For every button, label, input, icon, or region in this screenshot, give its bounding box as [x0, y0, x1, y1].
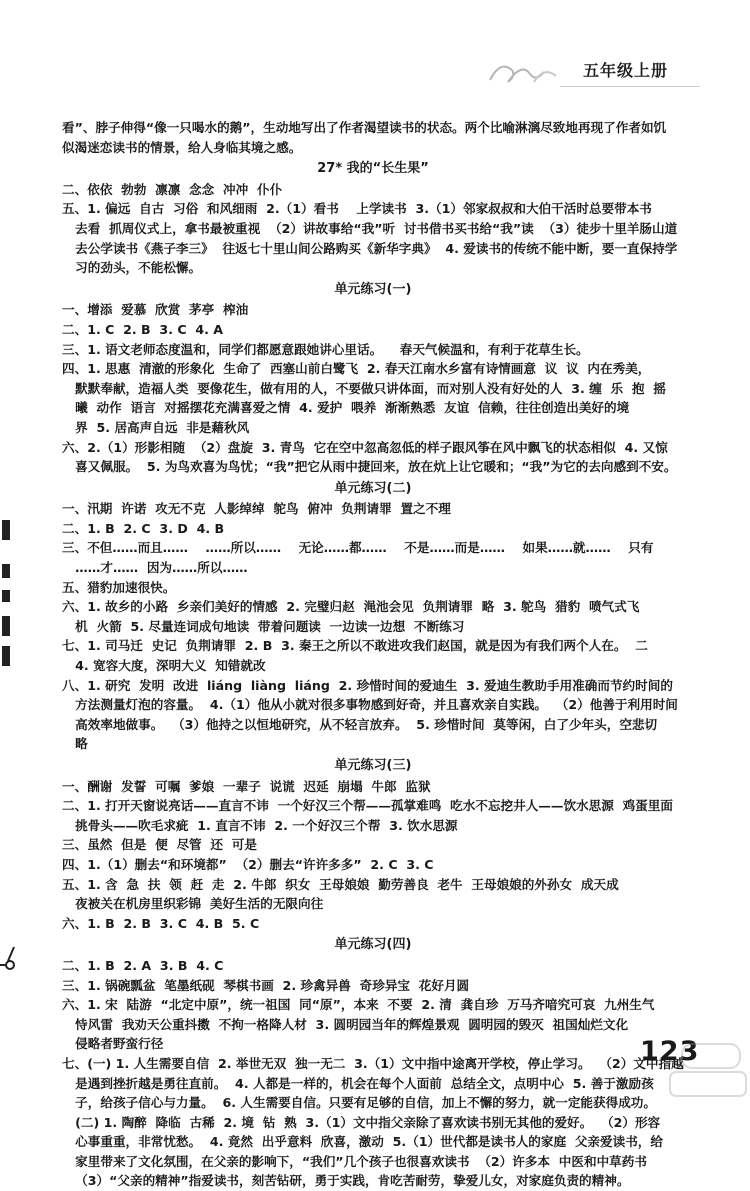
answer-line: 七、1. 司马迁 史记 负荆请罪 2. B 3. 秦王之所以不敢进攻我们赵国，就是因为有我们两个人在。 二 — [62, 638, 648, 654]
answer-line: 二、依依 勃勃 凛凛 念念 冲冲 仆仆 — [62, 181, 283, 197]
answer-line: 六、1. 故乡的小路 乡亲们美好的情感 2. 完璧归赵 渑池会见 负荆请罪 略 3. 鸵鸟 猎豹 喷气式飞 — [62, 599, 640, 615]
grade-label: 五年级上册 — [583, 61, 669, 80]
answer-line: （3）“父亲的精神”指爱读书，刻苦钻研，勇于实践，肯吃苦耐劳，挚爱儿女，对家庭负责的精神。 — [62, 1173, 630, 1189]
answer-line: 高效率地做事。 （3）他持之以恒地研究，从不轻言放弃。 5. 珍惜时间 莫等闲，白了少年头，空悲切 — [62, 716, 658, 732]
answer-line: 似渴迷恋读书的情景，给人身临其境之感。 — [62, 139, 302, 155]
answer-line: 六、2.（1）形影相随 （2）盘旋 3. 青鸟 它在空中忽高忽低的样子跟风筝在风中飘飞的状态相似 4. 又惊 — [62, 439, 668, 455]
answer-line: 4. 宽容大度，深明大义 知错就改 — [62, 658, 266, 674]
answer-line: 默默奉献，造福人类 要像花生，做有用的人，不要做只讲体面，而对别人没有好处的人 3. 缠 乐 抱 摇 — [62, 380, 666, 396]
answer-line: 略 — [62, 736, 88, 752]
answer-line: 六、1. 宋 陆游 “北定中原”，统一祖国 同“原”，本来 不要 2. 清 龚自珍 万马齐喑究可哀 九州生气 — [62, 997, 655, 1013]
answer-line: 五、猎豹加速很快。 — [62, 579, 176, 595]
answer-line: 看”、脖子伸得“像一只喝水的鹅”，生动地写出了作者渴望读书的状态。两个比喻淋漓尽致地再现了作者如饥 — [62, 120, 667, 135]
answer-line: 喜又佩服。 5. 为鸟欢喜为鸟忧；“我”把它从雨中捷回来，放在炕上让它暖和；“我”为它的去向感到不安。 — [62, 459, 677, 475]
answer-line: 恃风雷 我劝天公重抖擞 不拘一格降人材 3. 圆明园当年的辉煌景观 圆明园的毁灭 祖国灿烂文化 — [62, 1016, 629, 1032]
answer-line: 家里带来了文化氛围，在父亲的影响下，“我们”几个孩子也很喜欢读书 （2）许多本 中医和中草药书 — [62, 1153, 647, 1169]
header-rule — [560, 86, 700, 87]
answer-line: 夜被关在机房里织彩锦 美好生活的无限向往 — [62, 896, 324, 912]
answer-line: 六、1. B 2. B 3. C 4. B 5. C — [62, 915, 260, 931]
watermark-logo — [600, 1040, 750, 1100]
answer-line: 二、1. B 2. A 3. B 4. C — [62, 957, 224, 973]
answer-line: 八、1. 研究 发明 改进 liáng liàng liáng 2. 珍惜时间的爱迪生 3. 爱迪生教助手用准确而节约时间的 — [62, 677, 673, 693]
answer-line: 心事重重，非常忧愁。 4. 竟然 出乎意料 欣喜，激动 5.（1）世代都是读书人的家庭 父亲爱读书，给 — [62, 1134, 663, 1150]
answer-line: 二、1. C 2. B 3. C 4. A — [62, 321, 224, 337]
section-heading: 单元练习(二) — [334, 480, 412, 496]
section-heading: 单元练习(三) — [334, 758, 412, 773]
answer-line: 曦 动作 语言 对摇摆花充满喜爱之情 4. 爱护 喂养 渐渐熟悉 友谊 信赖，往往创造出美好的境 — [62, 400, 630, 416]
answer-line: 二、1. B 2. C 3. D 4. B — [62, 520, 225, 536]
section-heading: 单元练习(四) — [334, 937, 412, 953]
answer-line: 去看 抓周仪式上，拿书最被重视 （2）讲故事给“我”听 讨书借书买书给“我”读 （3）徒步十里羊肠山道 — [62, 220, 678, 236]
answer-line: (二) 1. 陶醉 降临 古稀 2. 境 钻 熟 3.（1）文中指父亲除了喜欢读书别无其他的爱好。 （2）形容 — [62, 1114, 661, 1130]
page-number: 123 — [640, 1036, 700, 1067]
answer-line: 子，给孩子信心与力量。 6. 人生需要自信。只要有足够的自信，加上不懈的努力，就一定能获得成功。 — [62, 1095, 656, 1111]
answer-line: 挑骨头——吹毛求疵 1. 直言不讳 2. 一个好汉三个帮 3. 饮水思源 — [62, 817, 458, 833]
answer-line: 去公学读书《燕子李三》 往返七十里山间公路购买《新华字典》 4. 爱读书的传统不能中断，要一直保持学 — [62, 240, 678, 256]
binding-marks — [0, 520, 14, 670]
header-decoration — [486, 52, 576, 90]
pencil-mark-icon — [0, 945, 30, 975]
answer-line: 机 火箭 5. 尽量连词成句地读 带着问题读 一边读一边想 不断练习 — [62, 618, 465, 634]
answer-line: 方法测量灯泡的容量。 4.（1）他从小就对很多事物感到好奇，并且喜欢亲自实践。 （2）他善于利用时间 — [62, 697, 678, 713]
answer-line: 三、不但……而且…… ……所以…… 无论……都…… 不是……而是…… 如果……就…… 只有 — [62, 540, 654, 556]
section-heading: 27* 我的“长生果” — [317, 161, 429, 177]
answer-line: 界 5. 居高声自远 非是藉秋风 — [62, 419, 250, 435]
answer-line: 一、增添 爱慕 欣赏 茅亭 榨油 — [62, 302, 249, 318]
answer-line: ……才…… 因为……所以…… — [62, 560, 248, 576]
answer-line: 三、虽然 但是 便 尽管 还 可是 — [62, 837, 257, 853]
answer-line: 四、1. 思惠 清澈的形象化 生命了 西塞山前白鹭飞 2. 春天江南水乡富有诗情画意 议 议 内在秀美， — [62, 361, 651, 377]
answer-line: 三、1. 锅碗瓢盆 笔墨纸砚 琴棋书画 2. 珍禽异兽 奇珍异宝 花好月圆 — [62, 977, 470, 993]
answer-line: 五、1. 含 急 扶 领 赶 走 2. 牛郎 织女 王母娘娘 勤劳善良 老牛 王母娘娘的外孙女 成天成 — [62, 876, 619, 892]
answer-line: 一、酬谢 发誓 可嘱 爹娘 一辈子 说谎 迟延 崩塌 牛郎 监狱 — [62, 778, 431, 794]
answer-line: 二、1. 打开天窗说亮话——直言不讳 一个好汉三个帮——孤掌难鸣 吃水不忘挖井人——饮水思源 鸡蛋里面 — [62, 798, 673, 814]
answer-line: 三、1. 语文老师态度温和，同学们都愿意跟她讲心里话。 春天气候温和，有利于花草生长。 — [62, 341, 589, 357]
answer-line: 七、(一) 1. 人生需要自信 2. 举世无双 独一无二 3.（1）文中指中途离开学校，停止学习。 （2）文中指越 — [62, 1055, 684, 1071]
answer-line: 是遇到挫折越是勇往直前。 4. 人都是一样的，机会在每个人面前 总结全文，点明中心 5. 善于激励孩 — [62, 1075, 654, 1091]
answer-line: 习的劲头，不能松懈。 — [62, 260, 202, 276]
section-heading: 单元练习(一) — [334, 281, 412, 297]
answer-line: 侵略者野蛮行径 — [62, 1036, 164, 1052]
answer-line: 五、1. 偏远 自古 习俗 和风细雨 2.（1）看书 上学读书 3.（1）邻家叔叔和大伯干活时总要带本书 — [62, 201, 652, 217]
answer-text — [62, 118, 684, 1191]
answer-line: 四、1.（1）删去“和环境都” （2）删去“许许多多” 2. C 3. C — [62, 856, 434, 872]
answer-line: 一、汛期 许诺 攻无不克 人影绰绰 鸵鸟 俯冲 负荆请罪 置之不理 — [62, 501, 451, 517]
